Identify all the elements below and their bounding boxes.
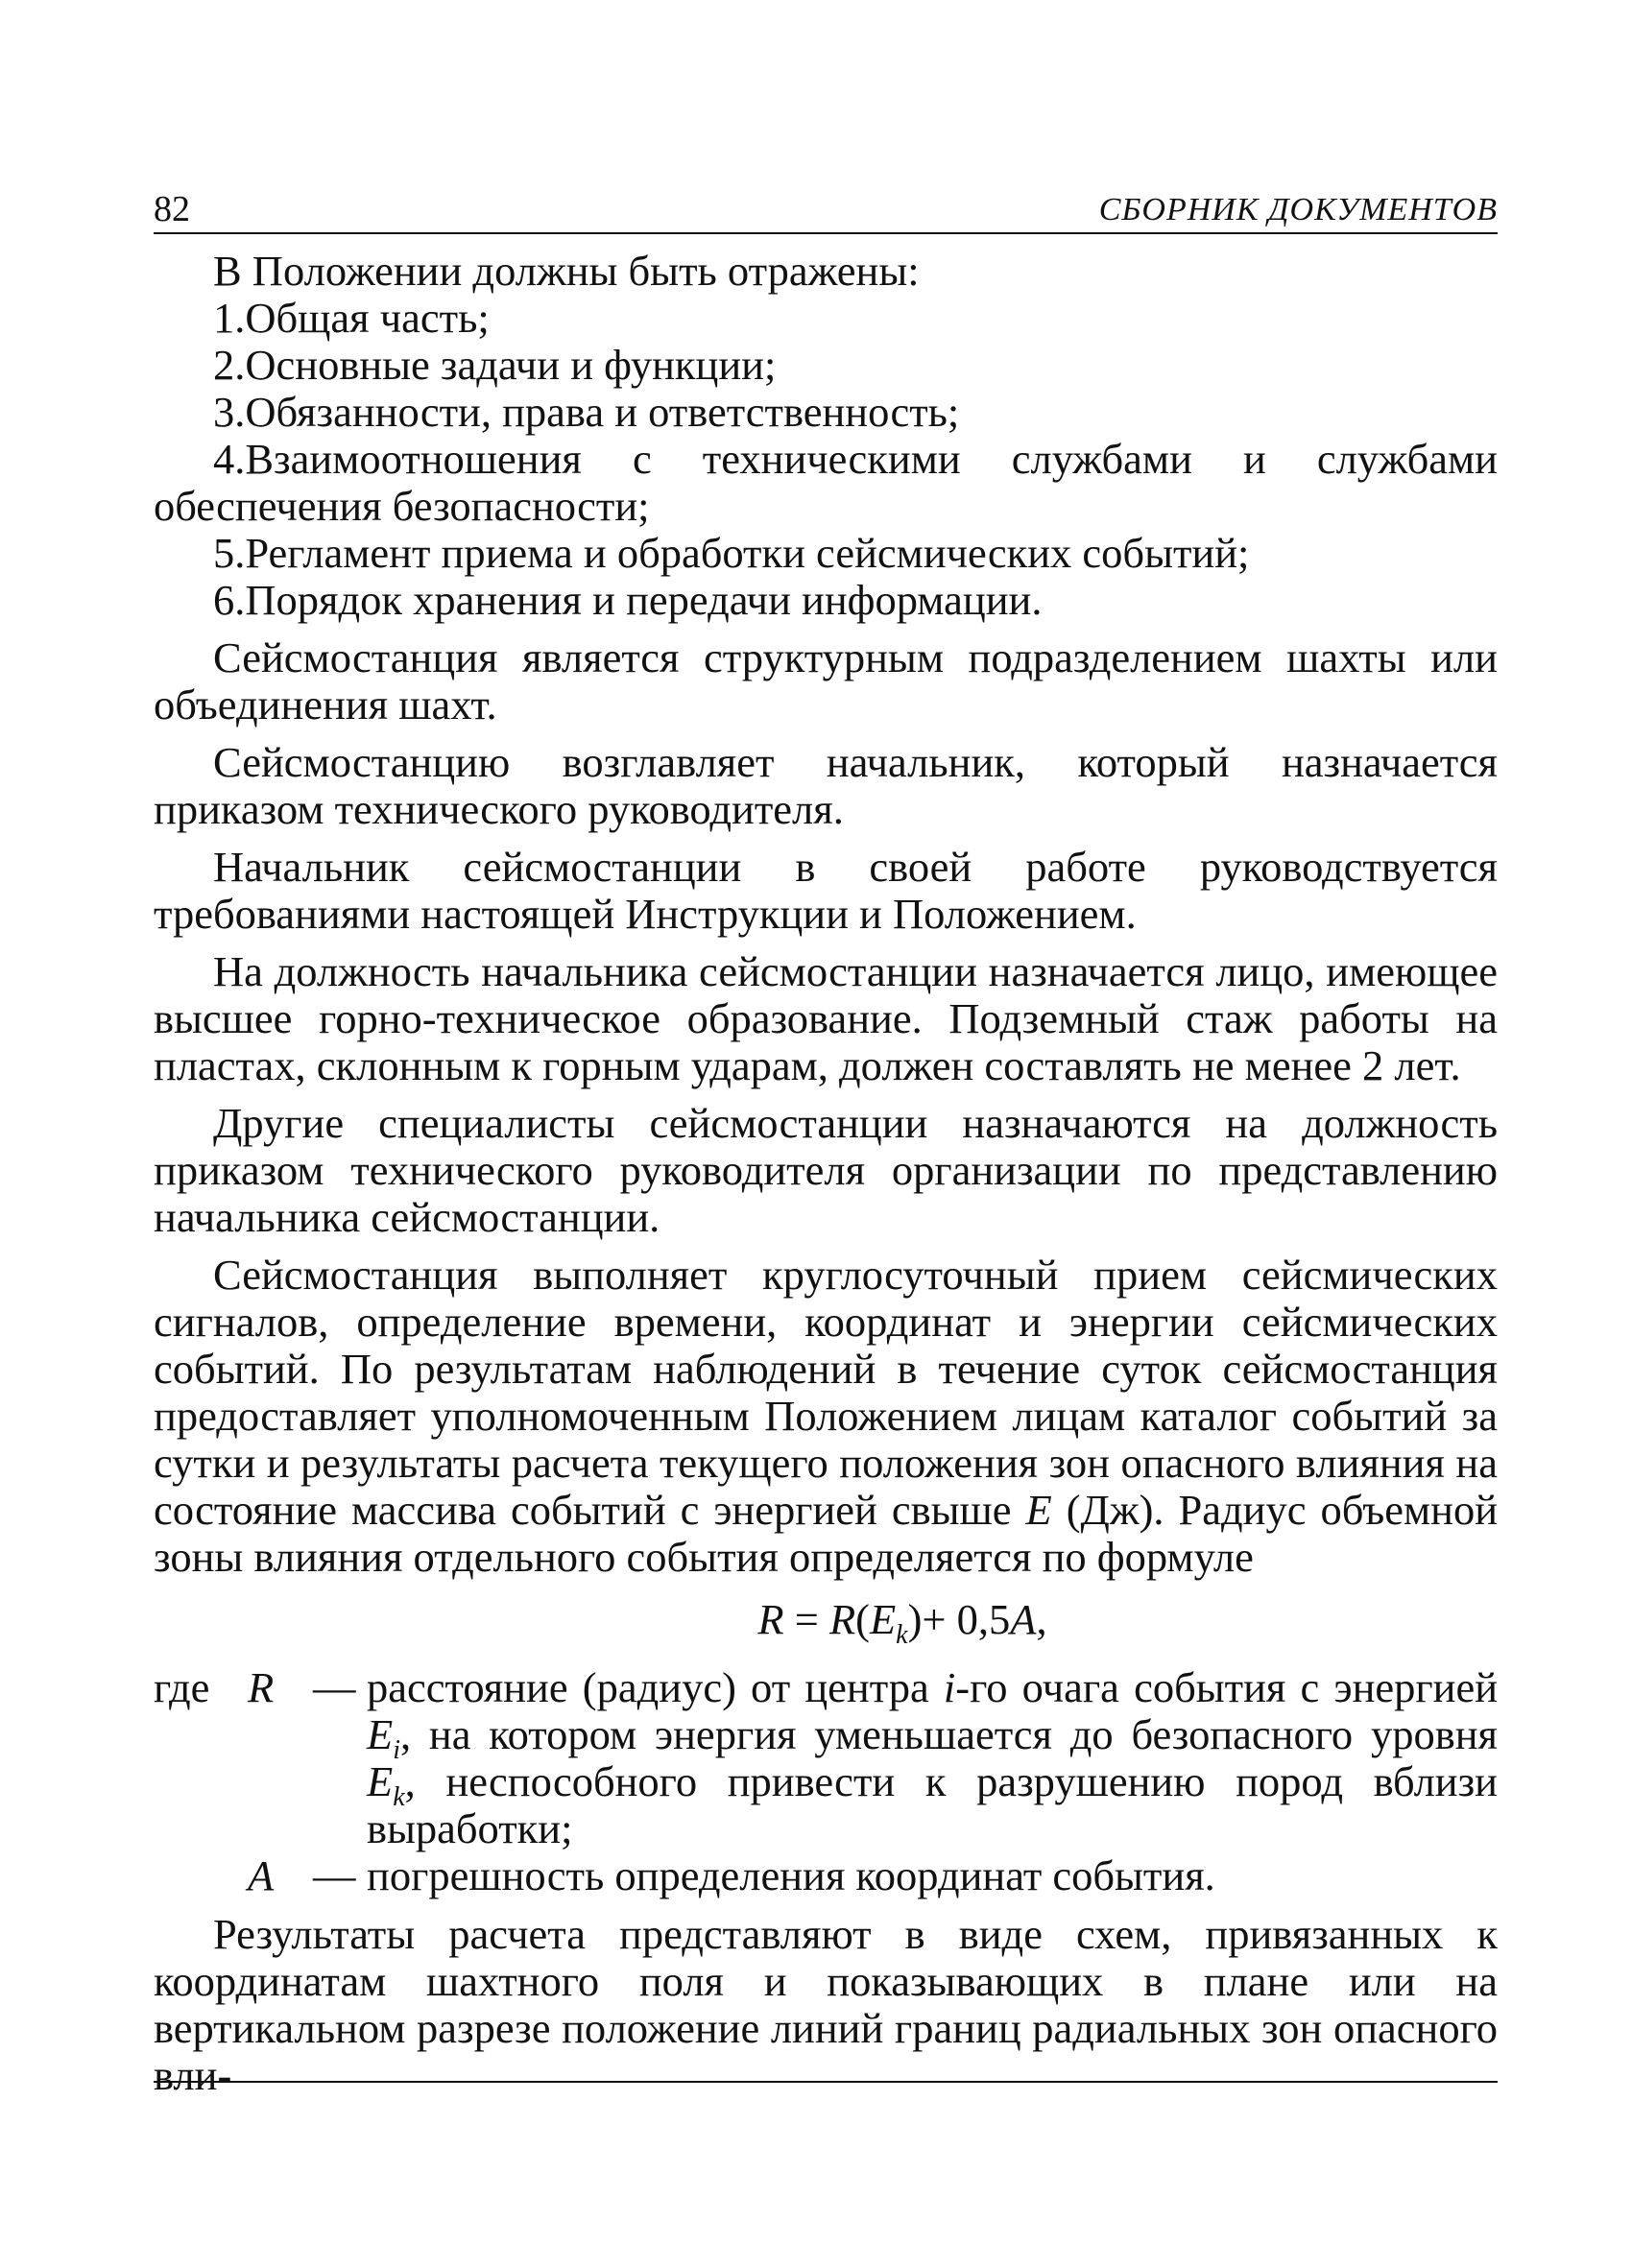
paragraph-duties <box>154 1252 1498 1581</box>
running-title: СБОРНИК ДОКУМЕНТОВ <box>1098 192 1498 227</box>
formula-definitions <box>154 1664 1498 1899</box>
definition-row-r <box>154 1664 1498 1852</box>
paragraph-duties-text-end: (Дж). Радиус объемной зоны влияния отдельного события определяется по формуле <box>154 1486 1499 1581</box>
footer-rule <box>154 2081 1498 2083</box>
list-item: 6.Порядок хранения и передачи информации. <box>213 576 1043 624</box>
paragraph-structure: Сейсмостанция является структурным подразделением шахты или объединения шахт. <box>154 633 1498 728</box>
definition-symbol: R <box>248 1663 275 1711</box>
energy-variable: E <box>1025 1486 1052 1534</box>
list-item: 1.Общая часть; <box>213 294 490 342</box>
page-header <box>154 173 1498 234</box>
list-item: 2.Основные задачи и функции; <box>213 341 777 389</box>
document-page <box>154 173 1498 2110</box>
definition-text: расстояние (радиус) от центра i-го очага события с энергией $E_i$, на котором энергия уменьшается до безопасного уровня $E_k$, неспособного привести к разрушению пород вблизи выработки; <box>367 1663 1499 1852</box>
radius-formula: $R = R(E_k)+ 0,5A$, <box>757 1595 1047 1650</box>
definition-symbol: A <box>248 1851 275 1899</box>
definition-dash: — <box>313 1663 356 1711</box>
definition-text: погрешность определения координат события. <box>367 1851 1215 1899</box>
paragraph-intro: В Положении должны быть отражены: <box>213 247 920 295</box>
paragraph-duties-text: Сейсмостанция выполняет круглосуточный прием сейсмических сигналов, определение времени, координат и энергии сейсмических событий. По результатам наблюдений в течение суток сейсмостанция предоставляет уполномоченным Положением лицам каталог событий за сутки и результаты расчета текущего положения зон опасного влияния на состояние массива событий с энергией свыше <box>154 1251 1498 1534</box>
page-body <box>154 248 1498 2099</box>
paragraph-head: Сейсмостанцию возглавляет начальник, который назначается приказом технического руководителя. <box>154 738 1498 833</box>
paragraph-specialists: Другие специалисты сейсмостанции назначаются на должность приказом технического руководителя организации по представлению начальника сейсмостанции. <box>154 1099 1498 1241</box>
list-item: 3.Обязанности, права и ответственность; <box>213 388 960 436</box>
where-label: где <box>154 1663 210 1711</box>
definition-dash: — <box>313 1851 356 1899</box>
definition-row-a <box>154 1852 1498 1899</box>
paragraph-qualification: На должность начальника сейсмостанции назначается лицо, имеющее высшее горно-техническое образование. Подземный стаж работы на пластах, склонным к горным ударам, должен составлять не менее 2 лет. <box>154 947 1498 1089</box>
page-number: 82 <box>154 189 190 229</box>
list-item: 5.Регламент приема и обработки сейсмических событий; <box>213 529 1250 577</box>
paragraph-results: Результаты расчета представляют в виде схем, привязанных к координатам шахтного поля и показывающих в плане или на вертикальном разрезе положение линий границ радиальных зон опасного вли- <box>154 1910 1498 2099</box>
list-item: 4.Взаимоотношения с техническими службами и службами обеспечения безопасности; <box>154 435 1498 530</box>
paragraph-guidance: Начальник сейсмостанции в своей работе руководствуется требованиями настоящей Инструкции и Положением. <box>154 843 1498 938</box>
